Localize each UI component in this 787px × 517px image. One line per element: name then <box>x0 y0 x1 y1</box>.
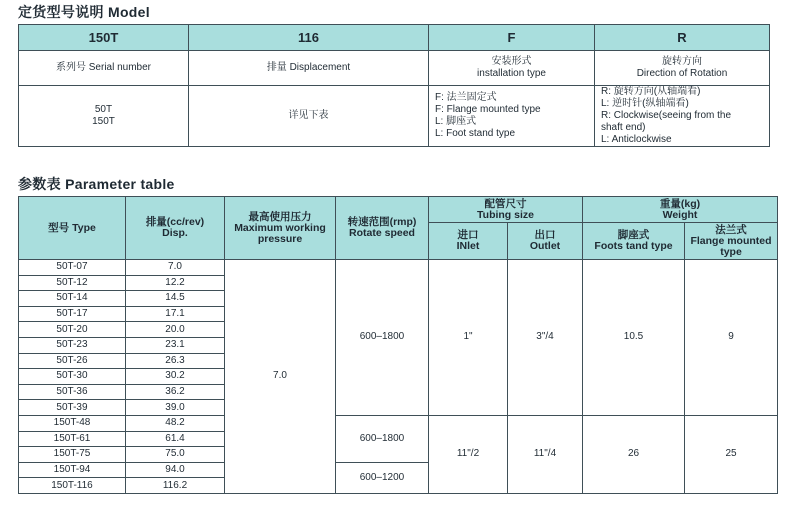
model-header-installation: F <box>429 25 595 51</box>
value-series: 50T 150T <box>19 86 189 147</box>
cell-disp: 94.0 <box>126 462 225 478</box>
cell-disp: 61.4 <box>126 431 225 447</box>
cell-disp: 14.5 <box>126 291 225 307</box>
cell-type: 150T-116 <box>19 478 126 494</box>
cell-disp: 36.2 <box>126 384 225 400</box>
label-rotation: 旋转方向 Direction of Rotation <box>595 51 770 86</box>
cell-type: 50T-12 <box>19 275 126 291</box>
param-header-outlet: 出口 Outlet <box>508 223 583 260</box>
cell-type: 50T-39 <box>19 400 126 416</box>
cell-inlet-150t: 11"/2 <box>429 415 508 493</box>
param-header-foot: 脚座式 Foots tand type <box>583 223 685 260</box>
param-section-title: 参数表 Parameter table <box>18 176 175 192</box>
param-header-speed: 转速范围(rmp) Rotate speed <box>336 197 429 260</box>
cell-type: 50T-07 <box>19 260 126 276</box>
cell-disp: 39.0 <box>126 400 225 416</box>
param-table <box>18 196 778 494</box>
label-displacement: 排量 Displacement <box>189 51 429 86</box>
cell-outlet-150t: 11"/4 <box>508 415 583 493</box>
cell-disp: 17.1 <box>126 306 225 322</box>
cell-type: 50T-23 <box>19 337 126 353</box>
model-table <box>18 24 770 147</box>
cell-type: 150T-61 <box>19 431 126 447</box>
cell-disp: 20.0 <box>126 322 225 338</box>
model-header-displacement: 116 <box>189 25 429 51</box>
param-header-pressure: 最高使用压力 Maximum working pressure <box>225 197 336 260</box>
model-header-series: 150T <box>19 25 189 51</box>
cell-type: 150T-94 <box>19 462 126 478</box>
cell-disp: 75.0 <box>126 447 225 463</box>
table-row <box>19 415 778 431</box>
cell-type: 50T-17 <box>19 306 126 322</box>
label-series: 系列号 Serial number <box>19 51 189 86</box>
cell-type: 150T-75 <box>19 447 126 463</box>
model-header-rotation: R <box>595 25 770 51</box>
cell-disp: 23.1 <box>126 337 225 353</box>
cell-flange-weight-150t: 25 <box>685 415 778 493</box>
cell-foot-weight-50t: 10.5 <box>583 260 685 416</box>
param-header-type: 型号 Type <box>19 197 126 260</box>
param-header-inlet: 进口 INlet <box>429 223 508 260</box>
cell-type: 150T-48 <box>19 415 126 431</box>
cell-inlet-50t: 1" <box>429 260 508 416</box>
cell-type: 50T-36 <box>19 384 126 400</box>
cell-speed-150t-a: 600–1800 <box>336 415 429 462</box>
cell-disp: 26.3 <box>126 353 225 369</box>
cell-flange-weight-50t: 9 <box>685 260 778 416</box>
param-header-tubing: 配管尺寸 Tubing size <box>429 197 583 223</box>
cell-type: 50T-30 <box>19 369 126 385</box>
value-rotation: R: 旋转方向(从轴端看) L: 逆时针(纵轴端看) R: Clockwise(seeing from the shaft end) L: Anticlockwise <box>595 86 770 147</box>
cell-type: 50T-20 <box>19 322 126 338</box>
cell-speed-150t-b: 600–1200 <box>336 462 429 493</box>
param-header-disp: 排量(cc/rev) Disp. <box>126 197 225 260</box>
value-installation: F: 法兰固定式 F: Flange mounted type L: 脚座式 L: Foot stand type <box>429 86 595 147</box>
cell-disp: 12.2 <box>126 275 225 291</box>
cell-type: 50T-14 <box>19 291 126 307</box>
param-header-weight: 重量(kg) Weight <box>583 197 778 223</box>
cell-disp: 116.2 <box>126 478 225 494</box>
cell-outlet-50t: 3"/4 <box>508 260 583 416</box>
cell-speed-50t: 600–1800 <box>336 260 429 416</box>
cell-pressure: 7.0 <box>225 260 336 494</box>
label-installation: 安装形式 installation type <box>429 51 595 86</box>
cell-disp: 30.2 <box>126 369 225 385</box>
cell-disp: 48.2 <box>126 415 225 431</box>
param-header-flange: 法兰式 Flange mounted type <box>685 223 778 260</box>
value-displacement: 详见下表 <box>189 86 429 147</box>
cell-type: 50T-26 <box>19 353 126 369</box>
cell-foot-weight-150t: 26 <box>583 415 685 493</box>
cell-disp: 7.0 <box>126 260 225 276</box>
table-row <box>19 260 778 276</box>
model-section-title: 定货型号说明 Model <box>18 4 150 20</box>
